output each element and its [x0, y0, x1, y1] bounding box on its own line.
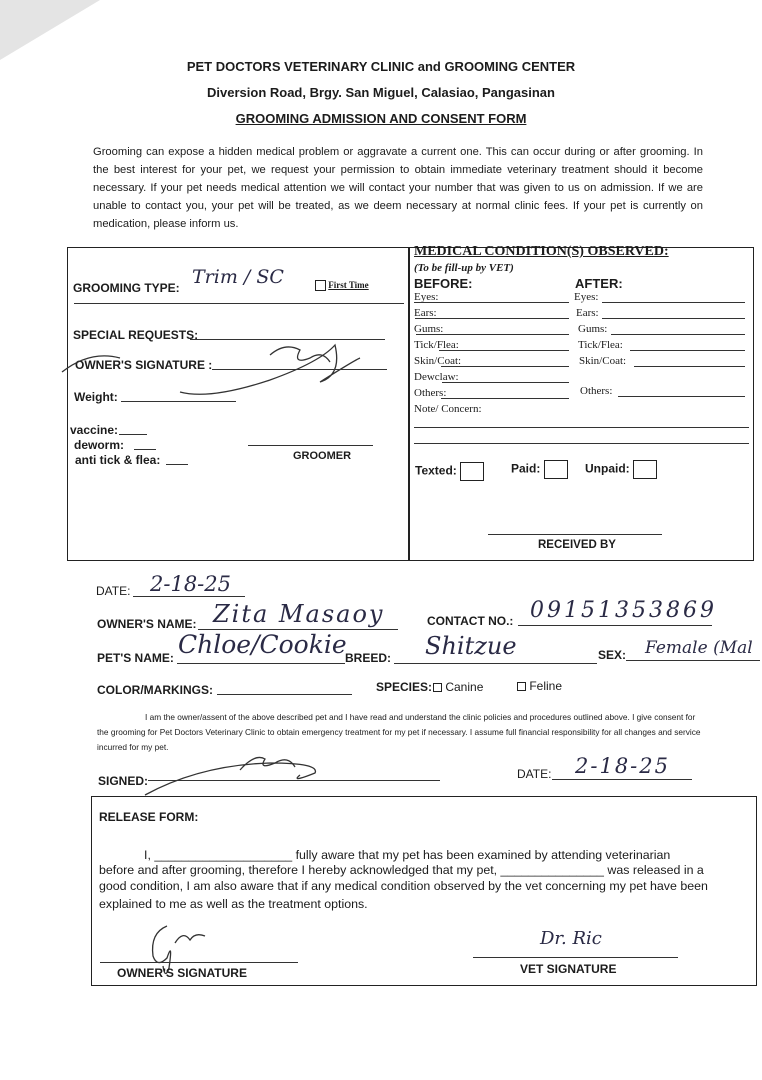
clinic-address: Diversion Road, Brgy. San Miguel, Calasiao, Pangasinan — [207, 85, 555, 100]
special-requests-label: SPECIAL REQUESTS: — [73, 328, 199, 342]
before-item-label: Others: — [414, 387, 447, 399]
pet-name-line — [177, 663, 345, 664]
date-label: DATE: — [96, 584, 131, 598]
release-text-3: good condition, I am also aware that if any medical condition observed by the vet concerning my pet have been — [99, 879, 708, 893]
sex-value[interactable]: Female (Mal — [645, 638, 753, 658]
vaccine-label: vaccine: — [70, 423, 119, 437]
consent-text: I am the owner/assent of the above described pet and I have read and understand the clinic policies and procedures outlined above. I give consent for the grooming for Pet Doctors Veterinary Clinic to obtain emergency treatment for my pet if necessary. I assume full financial responsibility for all changes and service incurred for my pet. — [97, 712, 701, 752]
first-time-checkbox[interactable] — [315, 280, 326, 291]
after-item-label: Skin/Coat: — [579, 355, 627, 367]
before-item-label: Gums: — [414, 323, 444, 335]
date-value[interactable]: 2-18-25 — [150, 572, 231, 596]
release-title: RELEASE FORM: — [99, 810, 199, 824]
grooming-type-label: GROOMING TYPE: — [73, 281, 180, 295]
medical-title: MEDICAL CONDITION(S) OBSERVED: — [414, 244, 669, 259]
owner-signature-label: OWNER'S SIGNATURE : — [75, 358, 213, 372]
release-text-2: before and after grooming, therefore I hereby acknowledged that my pet, _______________ was released in a — [99, 863, 704, 877]
after-item-label: Gums: — [578, 323, 608, 335]
vet-signature-line[interactable] — [473, 957, 678, 958]
unpaid-label: Unpaid: — [585, 461, 630, 476]
grooming-type-line — [74, 303, 404, 304]
before-item-label: Skin/Coat: — [414, 355, 462, 367]
first-time-option[interactable] — [315, 280, 369, 291]
date-line — [133, 596, 245, 597]
note-line-1[interactable] — [414, 427, 749, 428]
antitick-label: anti tick & flea: — [75, 453, 161, 467]
species-feline-option[interactable] — [517, 679, 562, 693]
deworm-field[interactable] — [134, 449, 156, 450]
texted-checkbox[interactable] — [460, 462, 484, 481]
species-label: SPECIES: — [376, 680, 433, 694]
breed-label: BREED: — [345, 651, 392, 665]
after-item-label: Others: — [580, 385, 613, 397]
before-item-field[interactable] — [439, 350, 569, 351]
paid-label: Paid: — [511, 461, 541, 476]
vet-signature-value[interactable]: Dr. Ric — [540, 928, 602, 949]
page-corner-fold — [0, 0, 100, 60]
date2-value[interactable]: 2-18-25 — [575, 754, 670, 778]
release-text-1: I, ____________________ fully aware that my pet has been examined by attending veterinarian — [144, 848, 671, 862]
form-title: GROOMING ADMISSION AND CONSENT FORM — [235, 111, 527, 126]
unpaid-option[interactable] — [585, 460, 657, 479]
after-item-field[interactable] — [602, 318, 745, 319]
vet-signature-label: VET SIGNATURE — [520, 962, 617, 976]
before-item-label: Ears: — [414, 307, 437, 319]
weight-label: Weight: — [74, 390, 118, 404]
medical-subtitle: (To be fill-up by VET) — [414, 262, 514, 274]
before-item-field[interactable] — [441, 366, 569, 367]
grooming-type-value[interactable]: Trim / SC — [192, 266, 284, 288]
weight-field[interactable] — [121, 401, 236, 402]
contact-label: CONTACT NO.: — [427, 614, 514, 628]
date2-line — [552, 779, 692, 780]
canine-checkbox[interactable] — [433, 683, 442, 692]
vaccine-field[interactable] — [119, 434, 147, 435]
pet-name-value[interactable]: Chloe/Cookie — [178, 630, 347, 659]
box-divider — [408, 247, 410, 561]
before-item-label: Eyes: — [414, 291, 439, 303]
before-item-field[interactable] — [414, 302, 569, 303]
species-canine-option[interactable] — [433, 680, 483, 694]
breed-line — [394, 663, 597, 664]
groomer-signature-line[interactable] — [248, 445, 373, 446]
received-by-label: RECEIVED BY — [538, 539, 616, 551]
unpaid-checkbox[interactable] — [633, 460, 657, 479]
deworm-label: deworm: — [74, 438, 125, 452]
texted-option[interactable] — [415, 462, 484, 481]
release-owner-signature-label: OWNER'S SIGNATURE — [117, 966, 247, 980]
breed-value[interactable]: Shitzue — [425, 632, 517, 660]
before-item-field[interactable] — [416, 334, 569, 335]
feline-label: Feline — [529, 679, 563, 693]
contact-value[interactable]: 09151353869 — [530, 598, 717, 623]
first-time-label: First Time — [328, 280, 369, 290]
paid-option[interactable] — [511, 460, 568, 479]
sex-line — [626, 660, 760, 661]
before-item-field[interactable] — [442, 382, 569, 383]
after-item-field[interactable] — [611, 334, 745, 335]
after-item-label: Tick/Flea: — [578, 339, 623, 351]
after-item-field[interactable] — [634, 366, 745, 367]
note-line-2[interactable] — [414, 443, 749, 444]
color-markings-field[interactable] — [217, 694, 352, 695]
after-item-field[interactable] — [630, 350, 745, 351]
received-by-line[interactable] — [488, 534, 662, 535]
release-owner-signature-line[interactable] — [100, 962, 298, 963]
canine-label: Canine — [445, 680, 484, 694]
after-item-label: Ears: — [576, 307, 599, 319]
before-item-label: Tick/Flea: — [414, 339, 459, 351]
texted-label: Texted: — [415, 463, 457, 478]
clinic-name: PET DOCTORS VETERINARY CLINIC and GROOMING CENTER — [186, 59, 576, 74]
pet-name-label: PET'S NAME: — [97, 651, 174, 665]
groomer-label: GROOMER — [293, 450, 352, 462]
after-label: AFTER: — [575, 276, 623, 291]
antitick-field[interactable] — [166, 464, 188, 465]
contact-line — [518, 625, 712, 626]
owner-name-label: OWNER'S NAME: — [97, 617, 197, 631]
before-item-field[interactable] — [441, 398, 569, 399]
before-item-label: Dewclaw: — [414, 371, 459, 383]
after-item-label: Eyes: — [574, 291, 599, 303]
paid-checkbox[interactable] — [544, 460, 568, 479]
before-label: BEFORE: — [414, 276, 473, 291]
after-item-field[interactable] — [618, 396, 745, 397]
owner-name-value[interactable]: Zita Masaoy — [213, 600, 385, 628]
sex-label: SEX: — [598, 648, 627, 662]
signed-label: SIGNED: — [98, 774, 149, 788]
before-item-label: Note/ Concern: — [414, 403, 482, 415]
date2-label: DATE: — [517, 767, 552, 781]
before-item-field[interactable] — [415, 318, 569, 319]
after-item-field[interactable] — [602, 302, 745, 303]
intro-paragraph: Grooming can expose a hidden medical problem or aggravate a current one. This can occur during or after grooming. In the best interest for your pet, we request your permission to obtain immediate veterinary treatment should it become necessary. If your pet needs medical attention we will contact your number that was given to us on admission. If we are unable to contact you, your pet will be treated, as we deem necessary at normal clinic fees. If your pet is currently on medication, please inform us. — [93, 146, 703, 230]
feline-checkbox[interactable] — [517, 682, 526, 691]
release-text-4: explained to me as well as the treatment options. — [99, 897, 368, 911]
color-markings-label: COLOR/MARKINGS: — [97, 683, 213, 697]
